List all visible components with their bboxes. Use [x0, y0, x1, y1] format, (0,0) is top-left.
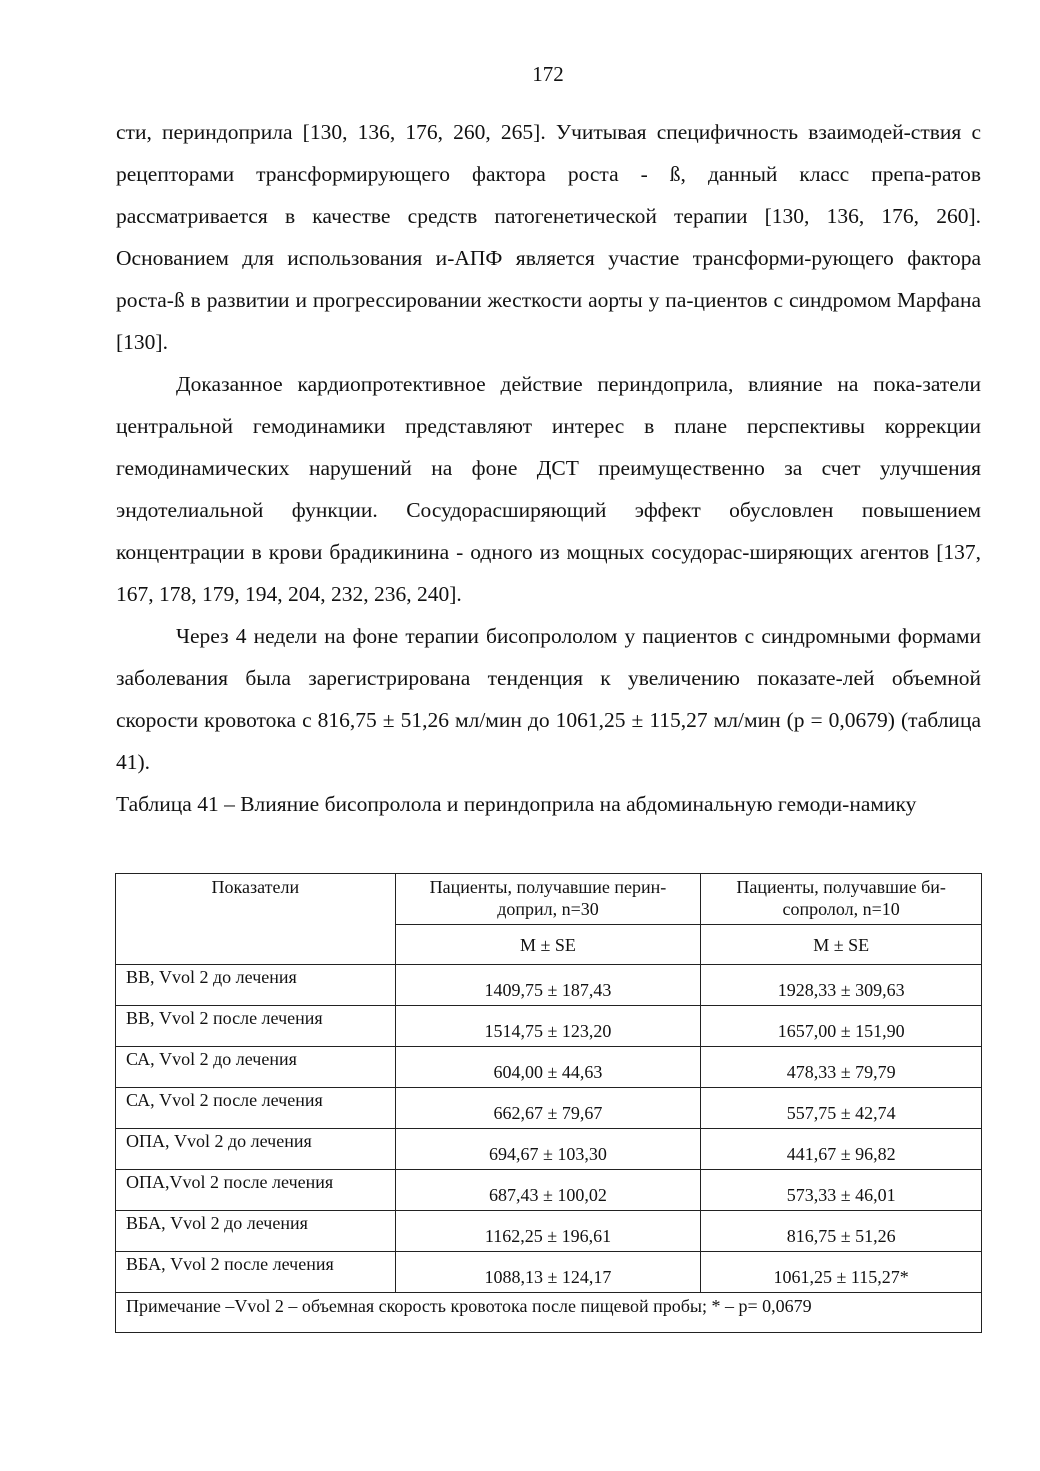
row-label: ВБА, Vvol 2 до лечения: [116, 1211, 396, 1252]
header-perindopril: Пациенты, получавшие перин-доприл, n=30: [395, 874, 701, 925]
page-number: 172: [532, 62, 564, 86]
perindopril-value: 1409,75 ± 187,43: [395, 965, 701, 1006]
perindopril-value: 604,00 ± 44,63: [395, 1047, 701, 1088]
table-caption: [116, 783, 981, 825]
bisoprolol-value: 1061,25 ± 115,27*: [701, 1252, 982, 1293]
table-row: [116, 1129, 982, 1170]
paragraph-text: Доказанное кардиопротективное действие периндоприла, влияние на пока-затели центральной гемодинамики представляют интерес в плане перспективы коррекции гемодинамических нарушений на фоне ДСТ преимущественно за счет улучшения эндотелиальной функции. Сосудорасширяющий эффект обусловлен повышением концентрации в крови брадикинина - одного из мощных сосудорас-ширяющих агентов [137, 167, 178, 179, 194, 204, 232, 236, 240].: [116, 372, 981, 606]
perindopril-value: 1514,75 ± 123,20: [395, 1006, 701, 1047]
table-row: [116, 1211, 982, 1252]
bisoprolol-value: 573,33 ± 46,01: [701, 1170, 982, 1211]
table-note-row: [116, 1293, 982, 1333]
header-bisoprolol: Пациенты, получавшие би-сопролол, n=10: [701, 874, 982, 925]
paragraph-text: Через 4 недели на фоне терапии бисопрололом у пациентов с синдромными формами заболевания была зарегистрирована тенденция к увеличению показате-лей объемной скорости кровотока с 816,75 ± 51,26 мл/мин до 1061,25 ± 115,27 мл/мин (p = 0,0679) (таблица 41).: [116, 624, 981, 774]
table-row: [116, 1088, 982, 1129]
table-row: [116, 1170, 982, 1211]
paragraph-text: сти, периндоприла [130, 136, 176, 260, 265]. Учитывая специфичность взаимодей-ствия с рецепторами трансформирующего фактора роста - ß, данный класс препа-ратов рассматривается в качестве средств патогенетической терапии [130, 136, 176, 260]. Основанием для использования и-АПФ является участие трансформи-рующего фактора роста-ß в развитии и прогрессировании жесткости аорты у па-циентов с синдромом Марфана [130].: [116, 120, 981, 354]
row-label: ОПА, Vvol 2 до лечения: [116, 1129, 396, 1170]
table-row: [116, 1006, 982, 1047]
table-header-row: [116, 874, 982, 925]
row-label: ВБА, Vvol 2 после лечения: [116, 1252, 396, 1293]
perindopril-value: 1162,25 ± 196,61: [395, 1211, 701, 1252]
bisoprolol-value: 816,75 ± 51,26: [701, 1211, 982, 1252]
bisoprolol-value: 1928,33 ± 309,63: [701, 965, 982, 1006]
row-label: ВВ, Vvol 2 до лечения: [116, 965, 396, 1006]
perindopril-value: 687,43 ± 100,02: [395, 1170, 701, 1211]
perindopril-value: 694,67 ± 103,30: [395, 1129, 701, 1170]
table-row: [116, 965, 982, 1006]
row-label: ВВ, Vvol 2 после лечения: [116, 1006, 396, 1047]
bisoprolol-value: 478,33 ± 79,79: [701, 1047, 982, 1088]
row-label: СА, Vvol 2 после лечения: [116, 1088, 396, 1129]
body-paragraph-2: [116, 363, 981, 615]
bisoprolol-value: 441,67 ± 96,82: [701, 1129, 982, 1170]
bisoprolol-value: 557,75 ± 42,74: [701, 1088, 982, 1129]
table-caption-text: Таблица 41 – Влияние бисопролола и периндоприла на абдоминальную гемоди-намику: [116, 792, 917, 816]
perindopril-value: 662,67 ± 79,67: [395, 1088, 701, 1129]
row-label: ОПА,Vvol 2 после лечения: [116, 1170, 396, 1211]
table-row: [116, 1047, 982, 1088]
table-row: [116, 1252, 982, 1293]
perindopril-value: 1088,13 ± 124,17: [395, 1252, 701, 1293]
hemodynamics-table: [115, 873, 982, 1333]
subheader-bisoprolol: M ± SE: [701, 925, 982, 965]
subheader-perindopril: M ± SE: [395, 925, 701, 965]
bisoprolol-value: 1657,00 ± 151,90: [701, 1006, 982, 1047]
header-indicators: Показатели: [116, 874, 396, 965]
body-paragraph-1: [116, 111, 981, 363]
table-note: Примечание –Vvol 2 – объемная скорость кровотока после пищевой пробы; * – p= 0,0679: [116, 1293, 982, 1333]
body-paragraph-3: [116, 615, 981, 783]
row-label: СА, Vvol 2 до лечения: [116, 1047, 396, 1088]
